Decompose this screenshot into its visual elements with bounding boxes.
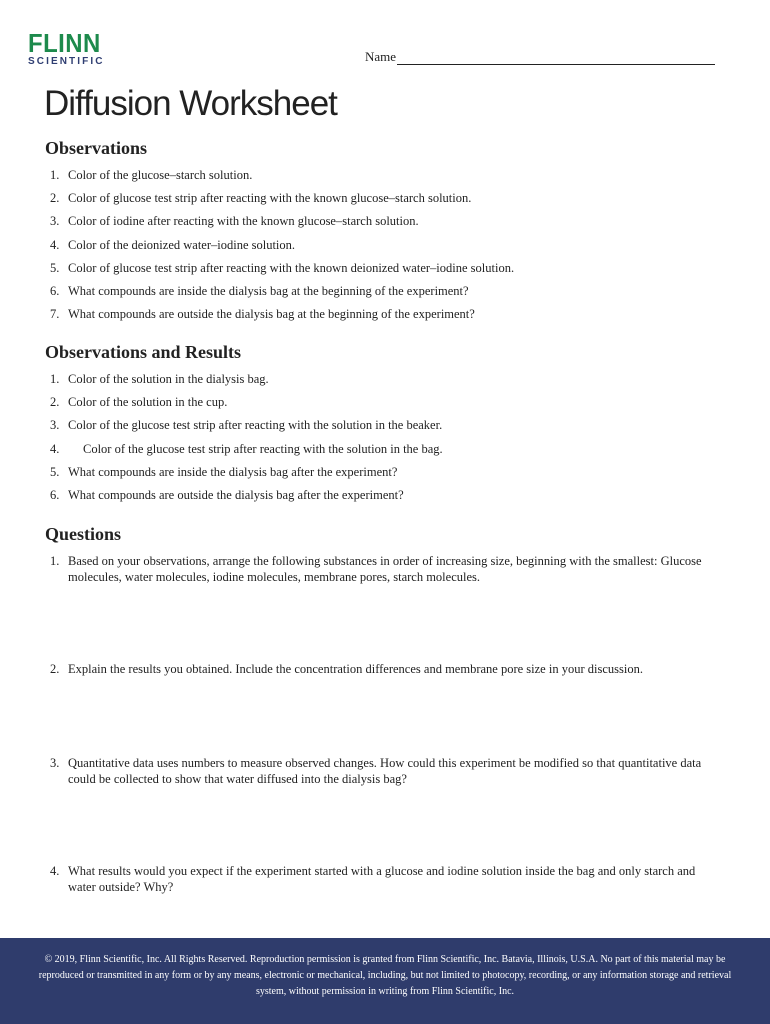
item-text: What results would you expect if the experiment started with a glucose and iodine solution inside the bag and only starch and water outside? Why? (68, 864, 696, 894)
copyright-footer (0, 938, 770, 1024)
list-item (50, 372, 443, 395)
question-2 (50, 661, 710, 677)
item-text: Color of the solution in the dialysis bag. (68, 372, 269, 386)
name-field (365, 49, 715, 65)
item-text: Color of glucose test strip after reacting with the known deionized water–iodine solution. (68, 260, 515, 275)
questions-heading: Questions (45, 524, 122, 544)
item-text: Color of the deionized water–iodine solution. (68, 237, 296, 252)
list-item (50, 214, 514, 237)
item-number: 2. (50, 191, 60, 206)
copyright-text: © 2019, Flinn Scientific, Inc. All Rights Reserved. Reproduction permission is granted from Flinn Scientific, Inc. Batavia, Illinois, U.S.A. No part of this material may be reproduced or transmitted in any form or by any means, electronic or mechanical, including, but not limited to photocopy, recording, or any information storage and retrieval system, without permission in writing from Flinn Scientific, Inc. (38, 954, 732, 997)
item-number: 4. (50, 864, 60, 878)
item-number: 1. (50, 168, 60, 182)
list-item (50, 395, 443, 418)
item-number: 5. (50, 464, 60, 479)
item-text: Color of the solution in the cup. (68, 395, 228, 410)
observations-list (50, 168, 514, 330)
observations-heading: Observations (45, 138, 148, 158)
item-text: Based on your observations, arrange the following substances in order of increasing size, beginning with the smallest: Glucose molecules, water molecules, iodine molecules, membrane pores, starch molecules. (68, 554, 702, 584)
item-number: 3. (50, 214, 60, 229)
item-text: Color of the glucose–starch solution. (68, 168, 253, 182)
list-item (50, 442, 443, 465)
flinn-scientific-logo (28, 30, 107, 67)
list-item (50, 168, 514, 191)
item-text: What compounds are outside the dialysis bag after the experiment? (68, 487, 404, 502)
item-text: What compounds are inside the dialysis bag after the experiment? (68, 464, 398, 479)
item-number: 2. (50, 395, 60, 410)
item-text: Color of the glucose test strip after reacting with the solution in the beaker. (68, 418, 443, 433)
list-item (50, 418, 443, 441)
item-text: What compounds are outside the dialysis bag at the beginning of the experiment? (68, 307, 475, 322)
item-number: 6. (50, 283, 60, 298)
item-text: Color of glucose test strip after reacting with the known glucose–starch solution. (68, 191, 472, 206)
worksheet-title: Diffusion Worksheet (44, 84, 337, 123)
list-item (50, 191, 514, 214)
item-number: 7. (50, 307, 60, 322)
logo-subtitle: SCIENTIFIC (28, 56, 105, 67)
item-number: 3. (50, 756, 60, 770)
item-text: What compounds are inside the dialysis bag at the beginning of the experiment? (68, 283, 469, 298)
item-number: 1. (50, 372, 60, 386)
item-number: 5. (50, 260, 60, 275)
results-heading: Observations and Results (45, 342, 242, 362)
item-number: 1. (50, 554, 60, 568)
name-blank-line[interactable] (397, 52, 715, 65)
item-number: 2. (50, 662, 60, 676)
item-text: Color of iodine after reacting with the known glucose–starch solution. (68, 214, 419, 229)
logo-brand: FLINN (28, 28, 101, 58)
question-1 (50, 553, 710, 585)
item-number: 4. (50, 441, 60, 456)
list-item (50, 465, 443, 488)
item-number: 4. (50, 237, 60, 252)
list-item (50, 488, 443, 511)
results-list (50, 372, 443, 511)
question-3 (50, 755, 710, 787)
item-text: Explain the results you obtained. Include the concentration differences and membrane pore size in your discussion. (68, 662, 643, 676)
list-item (50, 238, 514, 261)
item-text: Quantitative data uses numbers to measure observed changes. How could this experiment be modified so that quantitative data could be collected to show that water diffused into the dialysis bag? (68, 756, 702, 786)
item-number: 6. (50, 487, 60, 502)
list-item (50, 307, 514, 330)
item-number: 3. (50, 418, 60, 433)
list-item (50, 284, 514, 307)
question-4 (50, 863, 710, 895)
list-item (50, 261, 514, 284)
item-text: Color of the glucose test strip after reacting with the solution in the bag. (83, 441, 443, 456)
name-label: Name (365, 49, 397, 64)
